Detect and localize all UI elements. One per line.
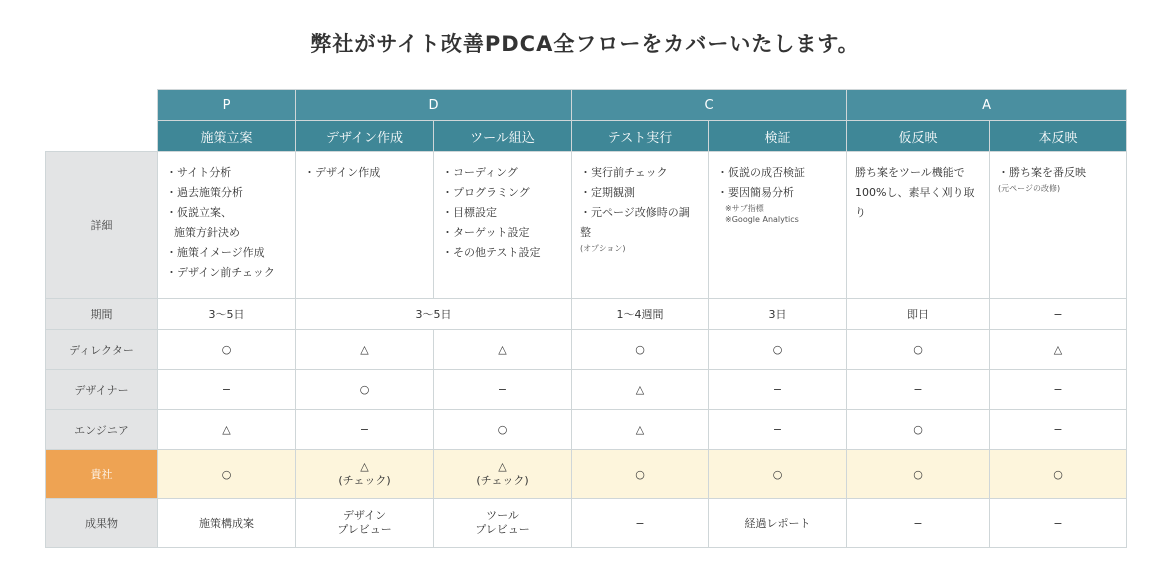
director-cell: △ — [296, 330, 434, 370]
director-cell: ○ — [847, 330, 990, 370]
director-cell: ○ — [709, 330, 847, 370]
row-label-detail: 詳細 — [46, 152, 158, 299]
designer-cell: △ — [572, 370, 709, 410]
deliverable-tool: ツール プレビュー — [434, 499, 572, 548]
designer-cell: ○ — [296, 370, 434, 410]
period-plan: 3〜5日 — [158, 299, 296, 330]
step-final-reflect: 本反映 — [990, 121, 1127, 152]
detail-final-reflect: ・勝ち案を番反映 (元ページの改修) — [990, 152, 1127, 299]
corner-cell — [46, 90, 158, 121]
deliverable-verify: 経過レポート — [709, 499, 847, 548]
engineer-cell: △ — [572, 410, 709, 450]
step-temp-reflect: 仮反映 — [847, 121, 990, 152]
row-label-engineer: エンジニア — [46, 410, 158, 450]
period-design-tool: 3〜5日 — [296, 299, 572, 330]
you-cell: ○ — [572, 450, 709, 499]
period-test: 1〜4週間 — [572, 299, 709, 330]
detail-test: ・実行前チェック ・定期観測 ・元ページ改修時の調整 (オプション) — [572, 152, 709, 299]
director-cell: ○ — [158, 330, 296, 370]
detail-temp-reflect: 勝ち案をツール機能で 100%し、素早く刈り取り — [847, 152, 990, 299]
pdca-flow-table — [45, 89, 1127, 548]
period-verify: 3日 — [709, 299, 847, 330]
deliverable-row — [46, 499, 1127, 548]
step-verify: 検証 — [709, 121, 847, 152]
designer-cell: − — [709, 370, 847, 410]
you-cell: ○ — [158, 450, 296, 499]
check-note: (チェック) — [476, 474, 529, 487]
director-cell: △ — [434, 330, 572, 370]
designer-row — [46, 370, 1127, 410]
designer-cell: − — [158, 370, 296, 410]
you-cell: ○ — [709, 450, 847, 499]
deliverable-design: デザイン プレビュー — [296, 499, 434, 548]
engineer-cell: △ — [158, 410, 296, 450]
you-cell: △ (チェック) — [434, 450, 572, 499]
phase-a: A — [847, 90, 1127, 121]
engineer-cell: − — [296, 410, 434, 450]
detail-design: ・デザイン作成 — [296, 152, 434, 299]
director-cell: △ — [990, 330, 1127, 370]
row-label-designer: デザイナー — [46, 370, 158, 410]
engineer-cell: − — [709, 410, 847, 450]
phase-header-row — [46, 90, 1127, 121]
step-plan: 施策立案 — [158, 121, 296, 152]
designer-cell: − — [847, 370, 990, 410]
engineer-cell: ○ — [847, 410, 990, 450]
period-final-reflect: − — [990, 299, 1127, 330]
detail-verify: ・仮説の成否検証 ・要因簡易分析 ※サブ指標 ※Google Analytics — [709, 152, 847, 299]
step-tool: ツール組込 — [434, 121, 572, 152]
step-design: デザイン作成 — [296, 121, 434, 152]
engineer-cell: ○ — [434, 410, 572, 450]
period-row — [46, 299, 1127, 330]
designer-cell: − — [990, 370, 1127, 410]
corner-cell — [46, 121, 158, 152]
director-row — [46, 330, 1127, 370]
step-header-row — [46, 121, 1127, 152]
deliverable-temp-reflect: − — [847, 499, 990, 548]
detail-tool: ・コーディング ・プログラミング ・目標設定 ・ターゲット設定 ・その他テスト設定 — [434, 152, 572, 299]
engineer-cell: − — [990, 410, 1127, 450]
detail-row — [46, 152, 1127, 299]
page-title: 弊社がサイト改善PDCA全フローをカバーいたします。 — [310, 32, 860, 56]
deliverable-test: − — [572, 499, 709, 548]
row-label-director: ディレクター — [46, 330, 158, 370]
row-label-deliverable: 成果物 — [46, 499, 158, 548]
detail-plan: ・サイト分析 ・過去施策分析 ・仮説立案、 施策方針決め ・施策イメージ作成 ・デザイン前チェック — [158, 152, 296, 299]
period-temp-reflect: 即日 — [847, 299, 990, 330]
phase-p: P — [158, 90, 296, 121]
deliverable-final-reflect: − — [990, 499, 1127, 548]
step-test: テスト実行 — [572, 121, 709, 152]
you-cell: ○ — [990, 450, 1127, 499]
deliverable-plan: 施策構成案 — [158, 499, 296, 548]
check-note: (チェック) — [338, 474, 391, 487]
row-label-period: 期間 — [46, 299, 158, 330]
you-cell: △ (チェック) — [296, 450, 434, 499]
phase-c: C — [572, 90, 847, 121]
your-company-row — [46, 450, 1127, 499]
you-cell: ○ — [847, 450, 990, 499]
engineer-row — [46, 410, 1127, 450]
designer-cell: − — [434, 370, 572, 410]
phase-d: D — [296, 90, 572, 121]
row-label-your-company: 貴社 — [46, 450, 158, 499]
director-cell: ○ — [572, 330, 709, 370]
